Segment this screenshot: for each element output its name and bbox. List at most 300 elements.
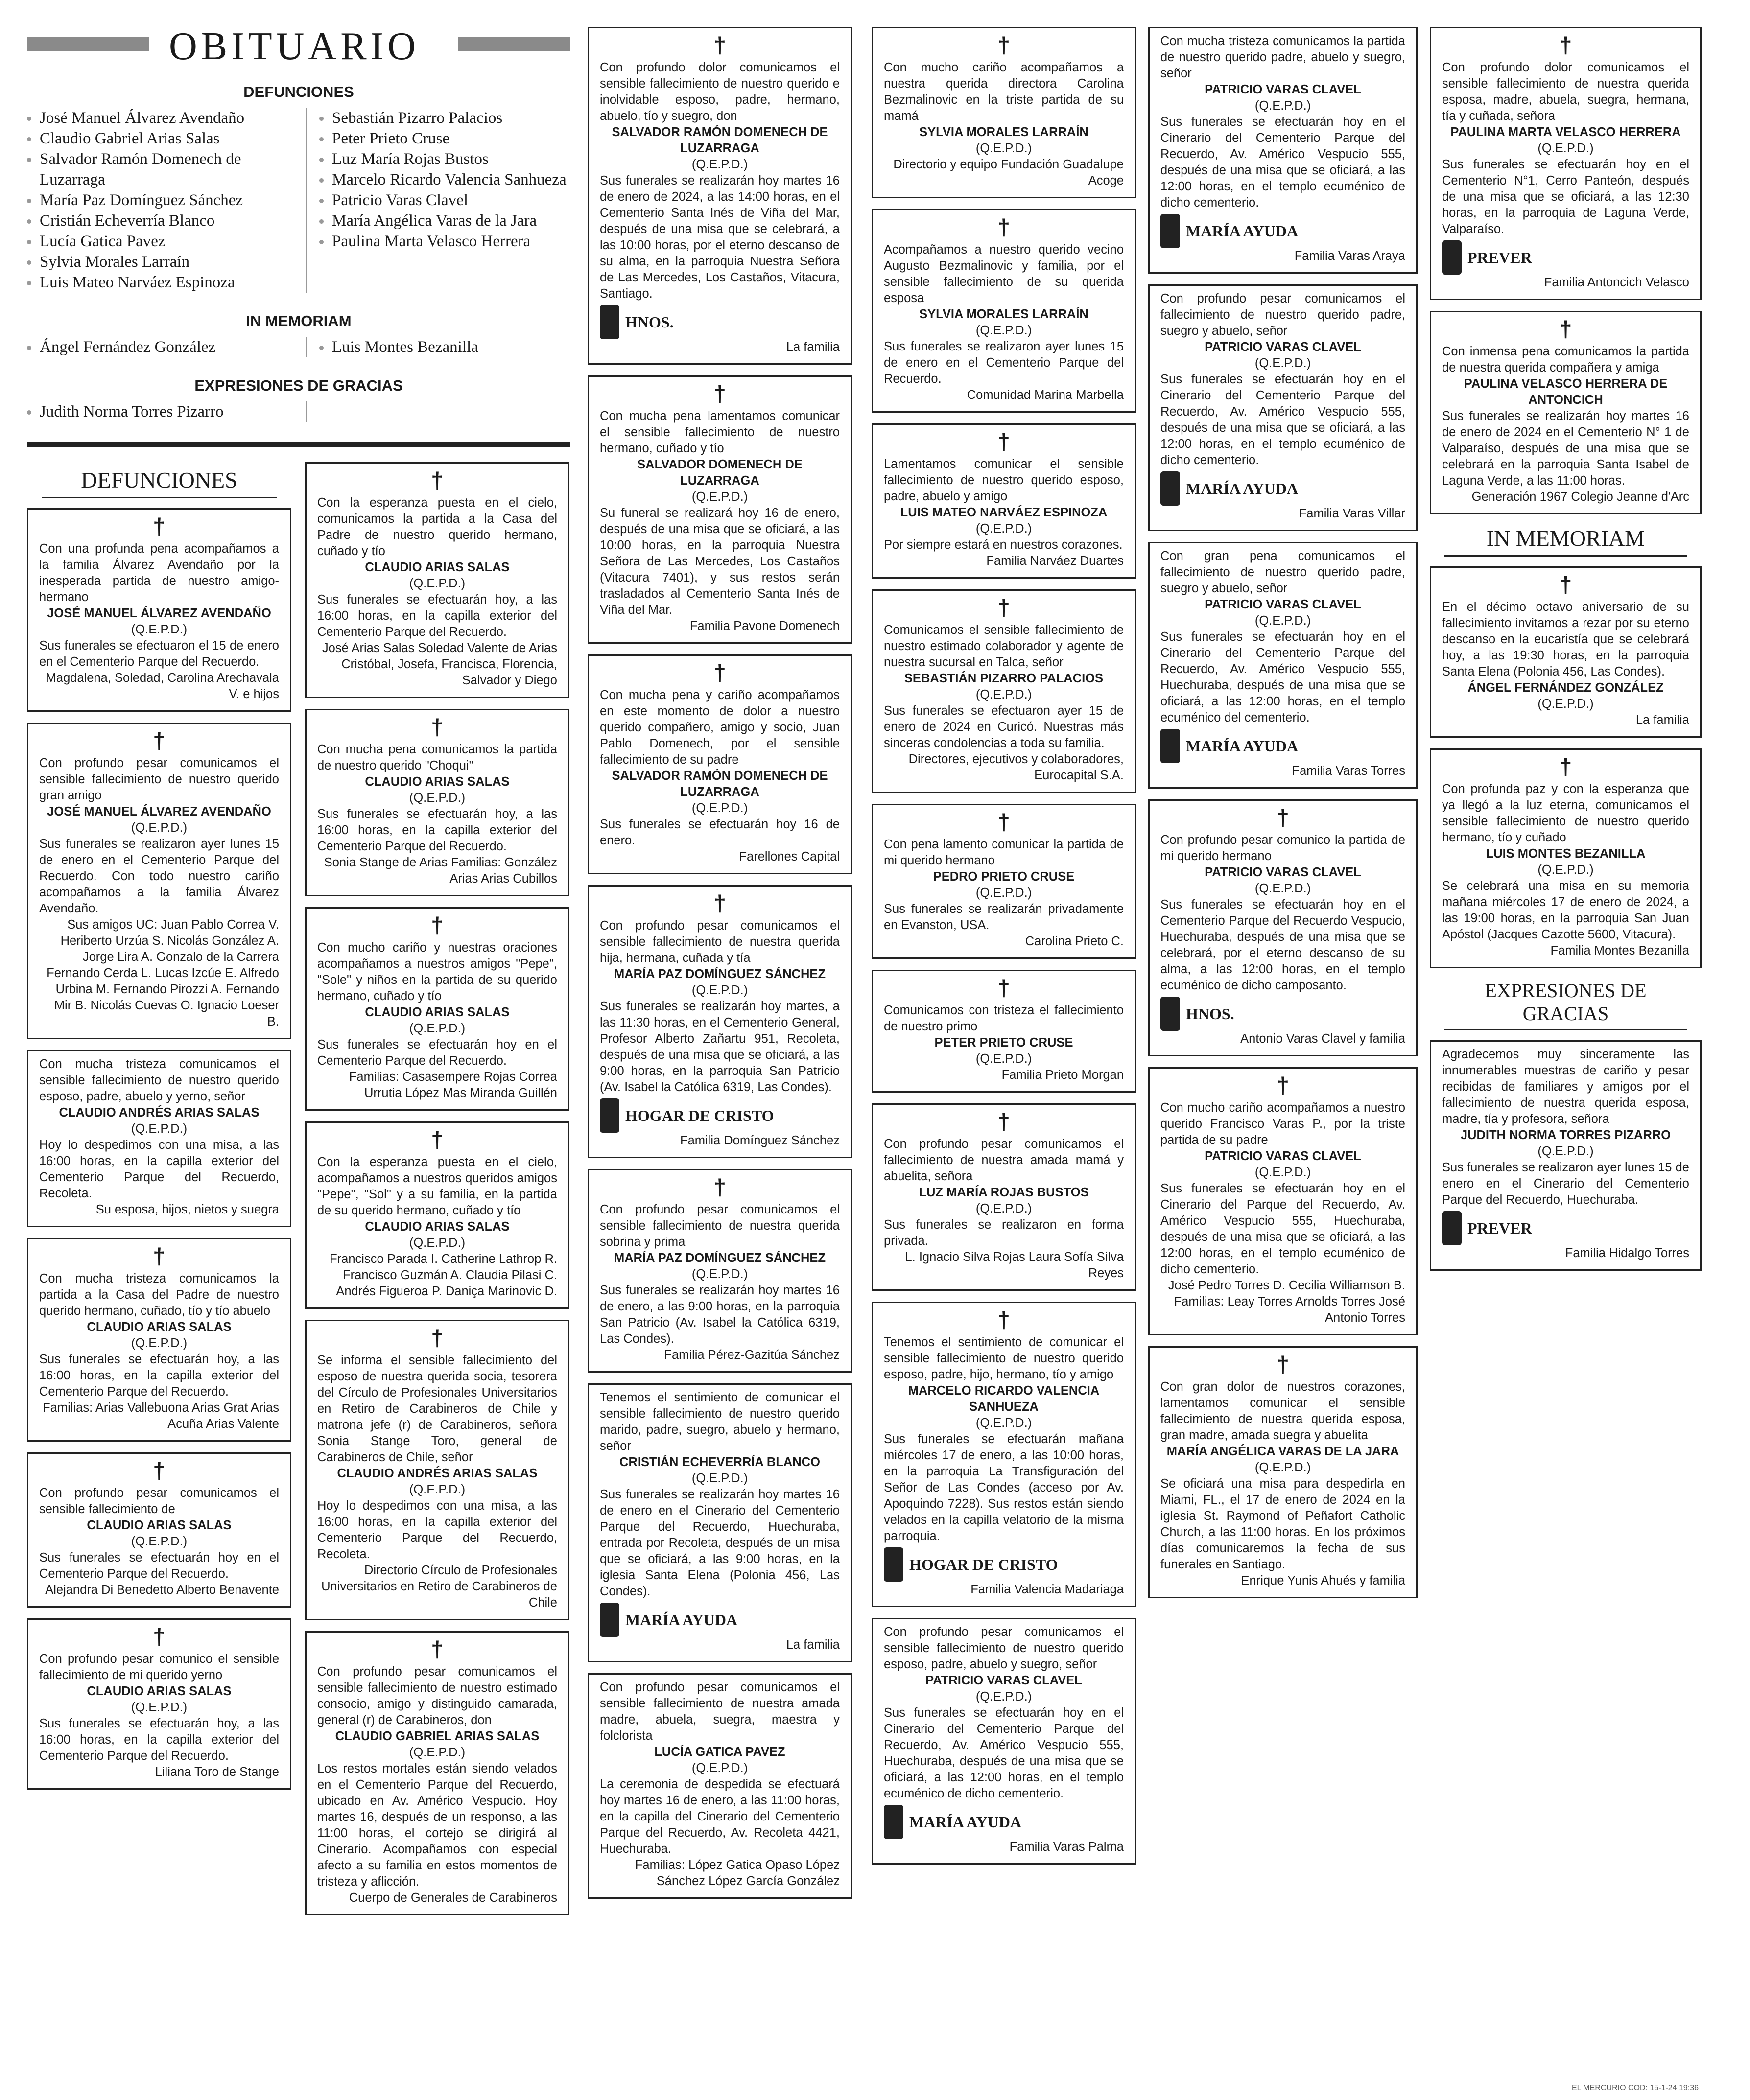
notices-col2 <box>872 27 1136 1865</box>
notice-signature: Familia Prieto Morgan <box>1001 1068 1124 1082</box>
obituary-notice <box>872 1103 1136 1291</box>
logo-text: MARÍA AYUDA <box>909 1813 1022 1831</box>
deceased-name: SALVADOR RAMÓN DOMENECH DE LUZARRAGA <box>612 769 828 799</box>
cross-icon: † <box>1277 805 1289 830</box>
cross-icon: † <box>431 1636 444 1662</box>
index-entry: Marcelo Ricardo Valencia Sanhueza <box>319 169 570 190</box>
notice-intro: Con profundo pesar comunicamos el fallecimiento de nuestra amada mamá y abuelita, señora <box>884 1137 1124 1183</box>
notice-intro: Comunicamos con tristeza el fallecimiento de nuestro primo <box>884 1003 1124 1033</box>
cross-icon: † <box>431 1127 444 1152</box>
notice-body: Sus funerales se efectuarán hoy en el Cementerio Parque del Recuerdo Vespucio, Huechuraba, después de una misa que se celebrará, por el eterno descanso de su alma, a las 12:00 horas, en el templo ecuménico de dicho camposanto. <box>1160 898 1405 992</box>
rip-label: (Q.E.P.D.) <box>131 1701 188 1714</box>
notice-signature: Carolina Prieto C. <box>1025 934 1124 948</box>
obituary-notice <box>305 462 569 698</box>
notice-intro: Con mucha pena comunicamos la partida de nuestro querido "Choqui" <box>317 743 557 772</box>
obituary-notice <box>1430 27 1702 300</box>
logo-text: MARÍA AYUDA <box>625 1610 738 1629</box>
index-entry: Cristián Echeverría Blanco <box>27 210 301 231</box>
notice-intro: Con pena lamento comunicar la partida de mi querido hermano <box>884 838 1124 867</box>
obituary-notice <box>588 27 852 365</box>
index-list-right <box>307 337 570 357</box>
deceased-name: MARÍA ANGÉLICA VARAS DE LA JARA <box>1166 1445 1399 1458</box>
rip-label: (Q.E.P.D.) <box>975 324 1032 337</box>
notice-signature: Familias: Arias Vallebuona Arias Grat Arias Acuña Arias Valente <box>43 1401 279 1431</box>
obituary-notice <box>872 423 1136 579</box>
cross-icon: † <box>997 1307 1010 1332</box>
deceased-name: PATRICIO VARAS CLAVEL <box>1205 865 1361 879</box>
notice-signature: Familia Valencia Madariaga <box>970 1583 1124 1596</box>
index-entry: José Manuel Álvarez Avendaño <box>27 108 301 128</box>
deceased-name: PATRICIO VARAS CLAVEL <box>1205 340 1361 354</box>
index-heading-defunciones: DEFUNCIONES <box>243 83 354 100</box>
notice-intro: Con profundo pesar comunicamos el sensible fallecimiento de nuestra querida sobrina y prima <box>600 1203 840 1249</box>
cross-icon: † <box>153 1458 166 1483</box>
notice-intro: Comunicamos el sensible fallecimiento de nuestro estimado colaborador y agente de nuestra sucursal en Talca, señor <box>884 623 1124 669</box>
obituary-notice <box>872 589 1136 793</box>
notice-signature: Familia Varas Villar <box>1299 507 1405 520</box>
notice-signature: La familia <box>1635 713 1689 727</box>
deceased-name: ÁNGEL FERNÁNDEZ GONZÁLEZ <box>1467 681 1664 695</box>
notice-intro: Con profundo dolor comunicamos el sensible fallecimiento de nuestra querida esposa, madre, abuela, suegra, hermana, tía y cuñada, señora <box>1442 61 1689 123</box>
notice-signature: Francisco Parada I. Catherine Lathrop R. Francisco Guzmán A. Claudia Pilasi C. Andrés Figueroa P. Daniça Marinovic D. <box>330 1252 557 1298</box>
cross-icon: † <box>153 1624 166 1649</box>
index-heading-memoriam: IN MEMORIAM <box>246 312 352 329</box>
notice-body: Su funeral se realizará hoy 16 de enero, después de una misa que se oficiará, a las 10:00 horas, en la parroquia Nuestra Señora de Las Mercedes, Los Castaños (Vitacura 7401), y sus restos serán trasladados al Cementerio Santa Inés de Viña del Mar. <box>600 506 840 617</box>
index-entry: María Angélica Varas de la Jara <box>319 210 570 231</box>
page-title: OBITUARIO <box>169 25 420 68</box>
rip-label: (Q.E.P.D.) <box>975 1416 1032 1430</box>
rip-label: (Q.E.P.D.) <box>975 1052 1032 1066</box>
notice-signature: Sonia Stange de Arias Familias: González Arias Arias Cubillos <box>324 856 557 886</box>
index-entry: Sebastián Pizarro Palacios <box>319 108 570 128</box>
notice-signature: Familia Pérez-Gazitúa Sánchez <box>664 1348 840 1362</box>
notice-signature: La familia <box>786 1638 840 1652</box>
deceased-name: CLAUDIO ARIAS SALAS <box>365 560 510 574</box>
logo-text: HOGAR DE CRISTO <box>625 1106 774 1124</box>
rip-label: (Q.E.P.D.) <box>409 1483 466 1496</box>
notice-intro: Tenemos el sentimiento de comunicar el sensible fallecimiento de nuestro querido marido, padre, suegro, abuelo y hermano, señor <box>600 1391 840 1453</box>
deceased-name: PAULINA MARTA VELASCO HERRERA <box>1450 125 1681 139</box>
logo-text: PREVER <box>1467 1219 1532 1237</box>
cross-icon: † <box>713 381 726 406</box>
deceased-name: CLAUDIO ARIAS SALAS <box>365 775 510 789</box>
obituary-notice <box>872 1618 1136 1865</box>
section-heading-gracias: EXPRESIONES DE GRACIAS <box>1444 979 1687 1030</box>
notice-intro: Con profunda paz y con la esperanza que ya llegó a la luz eterna, comunicamos el sensible fallecimiento de nuestro querido hermano, tío y cuñado <box>1442 782 1689 844</box>
cross-icon: † <box>1559 572 1572 597</box>
rip-label: (Q.E.P.D.) <box>691 1267 748 1281</box>
notice-signature: Familia Varas Araya <box>1294 249 1405 263</box>
notice-body: La ceremonia de despedida se efectuará hoy martes 16 de enero, a las 11:00 horas, en la capilla del Cinerario del Cementerio Parque del Recuerdo, Av. Recoleta 4421, Huechuraba. <box>600 1777 840 1856</box>
notices-col1 <box>588 27 852 1899</box>
cross-icon: † <box>997 1109 1010 1134</box>
rip-label: (Q.E.P.D.) <box>1254 356 1311 370</box>
notice-intro: Con profundo pesar comunico el sensible fallecimiento de mi querido yerno <box>39 1652 279 1682</box>
rip-label: (Q.E.P.D.) <box>975 688 1032 701</box>
notice-body: Sus funerales se realizaron ayer lunes 15 de enero en el Cementerio Parque del Recuerdo. Con todo nuestro cariño acompañamos a la familia Álvarez Avendaño. <box>39 837 279 915</box>
defunciones-subcolumns <box>27 462 570 1926</box>
obituary-notice <box>305 1121 569 1309</box>
obituary-notice <box>27 1238 291 1442</box>
deceased-name: LUIS MATEO NARVÁEZ ESPINOZA <box>900 506 1108 519</box>
logo-icon <box>600 305 619 339</box>
notice-body: Sus funerales se efectuarán hoy en el Cinerario del Cementerio Parque del Recuerdo, Av. Américo Vespucio 555, Huechuraba, después de una misa que se oficiará, a las 12:00 horas, en el templo ecuménico de dicho cementerio. <box>884 1706 1124 1800</box>
index-entry: Paulina Marta Velasco Herrera <box>319 231 570 252</box>
index-heading-gracias: EXPRESIONES DE GRACIAS <box>194 377 403 394</box>
notice-signature: Familia Domínguez Sánchez <box>680 1134 840 1147</box>
notice-intro: Con profundo pesar comunicamos el sensible fallecimiento de nuestro querido esposo, padre, abuelo y suegro, señor <box>884 1625 1124 1671</box>
notice-signature: Familia Antoncich Velasco <box>1544 276 1689 289</box>
notice-body: Sus funerales se realizarán privadamente en Evanston, USA. <box>884 902 1124 932</box>
rip-label: (Q.E.P.D.) <box>409 1746 466 1759</box>
notice-signature: Sus amigos UC: Juan Pablo Correa V. Heriberto Urzúa S. Nicolás González A. Jorge Lira A. Gonzalo de la Carrera Fernando Cerda L. Lucas Izcúe E. Alfredo Urbina M. Fernando Pirozzi A. Fernando Mir B. Nicolás Cuevas O. Ignacio Loeser B. <box>47 918 279 1028</box>
notice-intro: Con profundo pesar comunicamos el sensible fallecimiento de nuestro estimado consocio, amigo y distinguido camarada, general (r) de Carabineros, don <box>317 1665 557 1727</box>
index-entry: Judith Norma Torres Pizarro <box>27 401 301 422</box>
notice-body: Sus funerales se efectuarán hoy en el Cinerario del Cementerio Parque del Recuerdo, Av. Américo Vespucio 555, después de una misa que se oficiará, a las 12:00 horas, en el templo ecuménico de dicho cementerio. <box>1160 373 1405 467</box>
cross-icon: † <box>1277 1073 1289 1098</box>
notice-intro: Con inmensa pena comunicamos la partida de nuestra querida compañera y amiga <box>1442 345 1689 374</box>
notice-intro: Lamentamos comunicar el sensible fallecimiento de nuestro querido esposo, padre, abuelo y amigo <box>884 457 1124 503</box>
obituary-notice <box>588 1169 852 1373</box>
notice-body: Sus funerales se efectuarán hoy, a las 16:00 horas, en la capilla exterior del Cementerio Parque del Recuerdo. <box>317 593 557 639</box>
cross-icon: † <box>153 513 166 539</box>
notice-intro: Con mucha tristeza comunicamos el sensible fallecimiento de nuestro querido esposo, padre, abuelo y yerno, señor <box>39 1057 279 1103</box>
notice-intro: Con mucha tristeza comunicamos la partida a la Casa del Padre de nuestro querido hermano, cuñado, tío y tío abuelo <box>39 1272 279 1318</box>
deceased-name: PATRICIO VARAS CLAVEL <box>1205 1149 1361 1163</box>
deceased-name: JOSÉ MANUEL ÁLVAREZ AVENDAÑO <box>47 805 271 818</box>
notice-body: Sus funerales se efectuarán hoy 16 de enero. <box>600 817 840 847</box>
notice-signature: Magdalena, Soledad, Carolina Arechavala V. e hijos <box>46 671 279 701</box>
notices-col3 <box>1148 27 1418 1598</box>
rip-label: (Q.E.P.D.) <box>1254 1461 1311 1474</box>
index-memoriam <box>27 337 570 357</box>
notice-signature: L. Ignacio Silva Rojas Laura Sofía Silva Reyes <box>905 1250 1124 1280</box>
cross-icon: † <box>713 32 726 58</box>
obituary-notice <box>1430 566 1702 738</box>
notice-intro: Con mucha pena lamentamos comunicar el sensible fallecimiento de nuestro hermano, cuñado y tío <box>600 409 840 455</box>
notice-signature: Liliana Toro de Stange <box>155 1765 279 1779</box>
index-entry: Claudio Gabriel Arias Salas <box>27 128 301 149</box>
notice-signature: Antonio Varas Clavel y familia <box>1240 1032 1405 1046</box>
obituary-notice <box>588 1673 852 1899</box>
obituary-notice <box>588 654 852 874</box>
index-entry: Luis Mateo Narváez Espinoza <box>27 272 301 293</box>
notices-col0b <box>305 462 569 1915</box>
notice-intro: Tenemos el sentimiento de comunicar el sensible fallecimiento de nuestro querido esposo, padre, hijo, hermano, tío y amigo <box>884 1335 1124 1381</box>
logo-icon <box>1160 214 1180 248</box>
cross-icon: † <box>1559 754 1572 779</box>
notice-body: Sus funerales se efectuarán hoy, a las 16:00 horas, en la capilla exterior del Cementerio Parque del Recuerdo. <box>39 1353 279 1399</box>
logo-icon <box>1160 471 1180 506</box>
rip-label: (Q.E.P.D.) <box>131 1336 188 1350</box>
deceased-name: SYLVIA MORALES LARRAÍN <box>919 307 1088 321</box>
cross-icon: † <box>997 975 1010 1001</box>
rip-label: (Q.E.P.D.) <box>975 886 1032 900</box>
obituary-notice <box>588 375 852 644</box>
notice-body: Sus funerales se efectuarán mañana miércoles 17 de enero, a las 10:00 horas, en la parroquia La Transfiguración del Señor de Las Condes (acceso por Av. Apoquindo 7228). Sus restos están siendo velados en la capilla velatorio de la misma parroquia. <box>884 1432 1124 1543</box>
notice-body: Sus funerales se efectuarán hoy en el Cementerio Parque del Recuerdo. <box>39 1551 279 1581</box>
notices-gracias <box>1430 1040 1702 1271</box>
index-column <box>27 24 570 1926</box>
index-gracias <box>27 401 570 422</box>
cross-icon: † <box>997 429 1010 454</box>
obituary-notice <box>27 1618 291 1790</box>
rip-label: (Q.E.P.D.) <box>691 158 748 171</box>
deceased-name: PATRICIO VARAS CLAVEL <box>925 1674 1082 1687</box>
obituary-notice <box>305 907 569 1111</box>
notice-body: Sus funerales se efectuarán hoy en el Cinerario del Parque del Recuerdo, Av. Américo Vespucio 555, Huechuraba, después de una misa que se oficiará, a las 12:00 horas, en el templo ecuménico de dicho cementerio. <box>1160 1182 1405 1276</box>
deceased-name: PEDRO PRIETO CRUSE <box>933 870 1075 884</box>
obituary-notice <box>1430 311 1702 514</box>
deceased-name: CLAUDIO ANDRÉS ARIAS SALAS <box>337 1467 538 1480</box>
index-list-right <box>307 108 570 293</box>
deceased-name: PAULINA VELASCO HERRERA DE ANTONCICH <box>1464 377 1668 407</box>
obituary-notice <box>872 1302 1136 1607</box>
footer-code: EL MERCURIO COD: 15-1-24 19:36 <box>1572 2084 1699 2092</box>
notice-signature: Familia Varas Palma <box>1009 1840 1124 1854</box>
logo-text: MARÍA AYUDA <box>1186 737 1299 755</box>
sponsor-logo <box>600 1603 840 1637</box>
notice-body: Hoy lo despedimos con una misa, a las 16:00 horas, en la capilla exterior del Cementerio Parque del Recuerdo, Recoleta. <box>39 1138 279 1200</box>
index-list-left <box>27 337 307 357</box>
notice-body: Sus funerales se realizaron ayer lunes 15 de enero en el Cinerario del Cementerio Parque del Recuerdo, Huechuraba. <box>1442 1161 1689 1207</box>
notice-body: Sus funerales se realizaron en forma privada. <box>884 1218 1124 1248</box>
logo-icon <box>600 1603 619 1637</box>
rip-label: (Q.E.P.D.) <box>1537 1144 1594 1158</box>
index-entry: Patricio Varas Clavel <box>319 190 570 210</box>
deceased-name: CLAUDIO ARIAS SALAS <box>87 1320 232 1334</box>
notice-body: Por siempre estará en nuestros corazones. <box>884 538 1123 552</box>
cross-icon: † <box>997 809 1010 835</box>
notice-intro: Acompañamos a nuestro querido vecino Augusto Bezmalinovic y familia, por el sensible fallecimiento de su querida esposa <box>884 243 1124 305</box>
sponsor-logo <box>1442 1211 1689 1245</box>
notice-signature: La familia <box>786 340 840 354</box>
column-5 <box>1430 27 1702 1282</box>
obituary-notice <box>27 723 291 1039</box>
rip-label: (Q.E.P.D.) <box>691 1471 748 1485</box>
notice-signature: Cuerpo de Generales de Carabineros <box>349 1891 557 1905</box>
deceased-name: MARÍA PAZ DOMÍNGUEZ SÁNCHEZ <box>614 1251 826 1265</box>
rip-label: (Q.E.P.D.) <box>975 1690 1032 1703</box>
notice-intro: Se informa el sensible fallecimiento del esposo de nuestra querida socia, tesorera del Círculo de Profesionales Universitarios en Retiro de Carabineros de Chile y matrona jefe (r) de Carabineros, señora Sonia Stange Toro, general de Carabineros de Chile, señor <box>317 1353 557 1464</box>
subcolumn-right <box>305 462 569 1926</box>
column-2 <box>588 27 852 1910</box>
logo-icon <box>884 1805 903 1839</box>
deceased-name: CLAUDIO ARIAS SALAS <box>87 1684 232 1698</box>
index-defunciones <box>27 108 570 293</box>
obituary-notice <box>872 27 1136 198</box>
logo-text: HNOS. <box>1186 1004 1234 1023</box>
cross-icon: † <box>1559 32 1572 58</box>
obituary-notice <box>27 1452 291 1608</box>
section-rule <box>27 442 570 447</box>
logo-icon <box>1442 1211 1462 1245</box>
cross-icon: † <box>1277 1352 1289 1377</box>
deceased-name: SEBASTIÁN PIZARRO PALACIOS <box>904 672 1104 685</box>
notice-signature: José Arias Salas Soledad Valente de Arias Cristóbal, Josefa, Francisca, Florencia, Salvador y Diego <box>322 641 557 687</box>
rip-label: (Q.E.P.D.) <box>131 1122 188 1136</box>
index-entry: Sylvia Morales Larraín <box>27 252 301 272</box>
logo-text: HOGAR DE CRISTO <box>909 1555 1058 1573</box>
notice-intro: Con la esperanza puesta en el cielo, comunicamos la partida a la Casa del Padre de nuestro querido hermano, cuñado y tío <box>317 496 557 558</box>
deceased-name: JUDITH NORMA TORRES PIZARRO <box>1460 1128 1671 1142</box>
notice-signature: Familia Varas Torres <box>1292 764 1405 778</box>
notice-intro: Con mucho cariño y nuestras oraciones acompañamos a nuestros amigos "Pepe", "Sole" y niños en la partida de su querido hermano, cuñado y tío <box>317 941 557 1003</box>
notice-body: Sus funerales se realizarán hoy martes, a las 11:30 horas, en el Cementerio General, Profesor Alberto Zañartu 951, Recoleta, después de una misa que se oficiará, a las 9:00 horas, en la parroquia San Patricio (Av. Isabel la Católica 6319, Las Condes). <box>600 1000 840 1094</box>
notice-body: Sus funerales se realizarán hoy martes 16 de enero, a las 9:00 horas, en la parroquia San Patricio (Av. Isabel la Católica 6319, Las Condes). <box>600 1283 840 1346</box>
deceased-name: SYLVIA MORALES LARRAÍN <box>919 125 1088 139</box>
sponsor-logo <box>600 305 840 339</box>
cross-icon: † <box>997 214 1010 240</box>
notice-body: Sus funerales se efectuaron ayer 15 de enero de 2024 en Curicó. Nuestras más sinceras condolencias a toda su familia. <box>884 704 1124 750</box>
deceased-name: JOSÉ MANUEL ÁLVAREZ AVENDAÑO <box>47 607 271 620</box>
notice-signature: Familia Montes Bezanilla <box>1550 944 1689 957</box>
obituary-notice <box>1148 27 1418 274</box>
deceased-name: CLAUDIO ARIAS SALAS <box>365 1220 510 1234</box>
masthead-bar-left <box>27 37 149 51</box>
notice-intro: Con mucha pena y cariño acompañamos en este momento de dolor a nuestro querido compañero, amigo y socio, Juan Pablo Domenech, por el sensible fallecimiento de su padre <box>600 688 840 767</box>
deceased-name: CRISTIÁN ECHEVERRÍA BLANCO <box>619 1455 820 1469</box>
sponsor-logo <box>884 1547 1124 1582</box>
rip-label: (Q.E.P.D.) <box>1254 614 1311 628</box>
notice-body: Sus funerales se realizaron ayer lunes 15 de enero en el Cementerio Parque del Recuerdo. <box>884 340 1124 386</box>
notice-signature: Familia Narváez Duartes <box>986 554 1124 568</box>
deceased-name: PATRICIO VARAS CLAVEL <box>1205 83 1361 96</box>
logo-icon <box>1160 729 1180 763</box>
notice-signature: Generación 1967 Colegio Jeanne d'Arc <box>1471 490 1689 504</box>
notice-intro: Con mucha tristeza comunicamos la partida de nuestro querido padre, abuelo y suegro, señor <box>1160 34 1405 80</box>
sponsor-logo <box>1160 997 1405 1031</box>
notice-body: Sus funerales se efectuarán hoy, a las 16:00 horas, en la capilla exterior del Cementerio Parque del Recuerdo. <box>39 1717 279 1763</box>
obituary-notice <box>27 508 291 712</box>
notices-memoriam <box>1430 566 1702 968</box>
notice-intro: Con mucho cariño acompañamos a nuestra querida directora Carolina Bezmalinovic en la triste partida de su mamá <box>884 61 1124 123</box>
index-list-left <box>27 108 307 293</box>
notices-col0 <box>27 508 291 1790</box>
section-heading-defunciones: DEFUNCIONES <box>42 467 277 498</box>
notice-body: Los restos mortales están siendo velados en el Cementerio Parque del Recuerdo, ubicado en Av. Américo Vespucio. Hoy martes 16, después de un responso, a las 11:00 horas, el cortejo se dirigirá al Cinerario. Acompañamos con especial afecto a su familia en estos momentos de tristeza y aflicción. <box>317 1762 557 1889</box>
masthead <box>27 24 570 68</box>
notice-body: Sus funerales se efectuarán hoy en el Cementerio N°1, Cerro Panteón, después de una misa que se oficiará, a las 12:30 horas, en la parroquia de Laguna Verde, Valparaíso. <box>1442 158 1689 236</box>
cross-icon: † <box>1559 316 1572 342</box>
cross-icon: † <box>713 1174 726 1200</box>
cross-icon: † <box>153 728 166 753</box>
notice-intro: Con una profunda pena acompañamos a la familia Álvarez Avendaño por la inesperada partida de nuestro amigo-hermano <box>39 542 279 604</box>
obituary-notice <box>588 1383 852 1662</box>
rip-label: (Q.E.P.D.) <box>409 577 466 590</box>
rip-label: (Q.E.P.D.) <box>691 490 748 504</box>
notice-body: Sus funerales se efectuarán hoy en el Cinerario del Cementerio Parque del Recuerdo, Av. Américo Vespucio 555, después de una misa que se oficiará, a las 12:00 horas, en el templo ecuménico de dicho cementerio. <box>1160 115 1405 210</box>
logo-icon <box>600 1098 619 1133</box>
section-heading-memoriam: IN MEMORIAM <box>1444 525 1687 557</box>
notice-signature: Farellones Capital <box>739 850 840 863</box>
notice-signature: Familias: Casasempere Rojas Correa Urrutia López Mas Miranda Guillén <box>349 1070 557 1100</box>
rip-label: (Q.E.P.D.) <box>1537 863 1594 877</box>
rip-label: (Q.E.P.D.) <box>409 1022 466 1035</box>
rip-label: (Q.E.P.D.) <box>131 623 188 636</box>
masthead-bar-right <box>458 37 570 51</box>
deceased-name: SALVADOR DOMENECH DE LUZARRAGA <box>637 458 803 488</box>
notice-intro: Con profundo pesar comunico la partida de mi querido hermano <box>1160 833 1405 863</box>
sponsor-logo <box>884 1805 1124 1839</box>
notice-intro: En el décimo octavo aniversario de su fallecimiento invitamos a rezar por su eterno descanso en la eucaristía que se celebrará hoy, a las 19:30 horas, en la parroquia Santa Elena (Polonia 456, Las Condes). <box>1442 600 1689 678</box>
sponsor-logo <box>1160 729 1405 763</box>
obituary-notice <box>1430 748 1702 968</box>
logo-icon <box>1442 240 1462 275</box>
index-entry: Salvador Ramón Domenech de Luzarraga <box>27 149 301 190</box>
rip-label: (Q.E.P.D.) <box>691 983 748 997</box>
logo-text: HNOS. <box>625 313 674 331</box>
notice-signature: Directorio Círculo de Profesionales Universitarios en Retiro de Carabineros de Chile <box>321 1563 557 1610</box>
deceased-name: PATRICIO VARAS CLAVEL <box>1205 598 1361 611</box>
deceased-name: CLAUDIO ARIAS SALAS <box>87 1518 232 1532</box>
logo-icon <box>1160 997 1180 1031</box>
notice-intro: Con gran pena comunicamos el fallecimiento de nuestro querido padre, suegro y abuelo, señor <box>1160 549 1405 595</box>
deceased-name: LUCÍA GATICA PAVEZ <box>654 1745 785 1759</box>
obituary-notice <box>588 885 852 1158</box>
cross-icon: † <box>997 595 1010 620</box>
index-entry: Ángel Fernández González <box>27 337 301 357</box>
deceased-name: CLAUDIO GABRIEL ARIAS SALAS <box>335 1729 540 1743</box>
obituary-notice <box>872 209 1136 413</box>
rip-label: (Q.E.P.D.) <box>131 821 188 835</box>
notice-body: Se oficiará una misa para despedirla en Miami, FL., el 17 de enero de 2024 en la iglesia St. Raymond of Peñafort Catholic Church, a las 11:00 horas. En los próximos días comunicaremos la fecha de sus funerales en Santiago. <box>1160 1477 1405 1571</box>
notice-body: Sus funerales se realizarán hoy martes 16 de enero de 2024, a las 14:00 horas, en el Cementerio Santa Inés de Viña del Mar, después de una misa que se celebrará, a las 10:00 horas, por el eterno descanso de su alma, en la parroquia Nuestra Señora de Las Mercedes, Los Castaños, Vitacura, Santiago. <box>600 174 840 301</box>
notice-signature: Directorio y equipo Fundación Guadalupe Acoge <box>893 158 1124 187</box>
notice-body: Sus funerales se realizarán hoy martes 16 de enero de 2024 en el Cementerio N° 1 de Valparaíso, después de una misa que se celebrará en la parroquia Santa Isabel de Laguna Verde, a las 11:00 horas. <box>1442 409 1689 488</box>
obituary-notice <box>872 804 1136 959</box>
notice-intro: Con profundo pesar comunicamos el sensible fallecimiento de nuestro querido gran amigo <box>39 756 279 802</box>
notice-body: Sus funerales se efectuarán hoy en el Cinerario del Cementerio Parque del Recuerdo, Av. Américo Vespucio 555, Huechuraba, después de una misa que se oficiará, a las 12:00 horas, en el templo ecuménico del cementerio. <box>1160 630 1405 724</box>
deceased-name: LUZ MARÍA ROJAS BUSTOS <box>919 1186 1089 1199</box>
deceased-name: SALVADOR RAMÓN DOMENECH DE LUZARRAGA <box>612 125 828 155</box>
deceased-name: LUIS MONTES BEZANILLA <box>1486 847 1646 861</box>
rip-label: (Q.E.P.D.) <box>1254 1166 1311 1179</box>
subcolumn-left <box>27 462 291 1926</box>
rip-label: (Q.E.P.D.) <box>975 141 1032 155</box>
notice-body: Hoy lo despedimos con una misa, a las 16:00 horas, en la capilla exterior del Cementerio Parque del Recuerdo, Recoleta. <box>317 1499 557 1561</box>
rip-label: (Q.E.P.D.) <box>975 522 1032 536</box>
sponsor-logo <box>1442 240 1689 275</box>
deceased-name: PETER PRIETO CRUSE <box>934 1036 1073 1050</box>
notice-intro: Agradecemos muy sinceramente las innumerables muestras de cariño y pesar recibidas de familiares y amigos por el fallecimiento de nuestra querida esposa, madre, tía y profesora, señora <box>1442 1048 1689 1126</box>
rip-label: (Q.E.P.D.) <box>409 1236 466 1250</box>
cross-icon: † <box>713 890 726 916</box>
notice-intro: Con profundo pesar comunicamos el sensible fallecimiento de nuestra amada madre, abuela, suegra, maestra y folclorista <box>600 1680 840 1743</box>
notice-body: Sus funerales se realizarán hoy martes 16 de enero en el Cinerario del Cementerio Parque del Recuerdo, Huechuraba, entrada por Recoleta, después de un misa que se oficiará, a las 9:00 horas, en la iglesia Santa Elena (Polonia 456, Las Condes). <box>600 1488 840 1598</box>
notice-signature: José Pedro Torres D. Cecilia Williamson B. Familias: Leay Torres Arnolds Torres José Antonio Torres <box>1168 1279 1405 1325</box>
notice-signature: Familia Hidalgo Torres <box>1565 1246 1689 1260</box>
rip-label: (Q.E.P.D.) <box>1254 882 1311 895</box>
index-entry: Luz María Rojas Bustos <box>319 149 570 169</box>
notice-intro: Con profundo dolor comunicamos el sensible fallecimiento de nuestro querido e inolvidable esposo, padre, hermano, abuelo, tío y suegro, don <box>600 61 840 123</box>
logo-text: MARÍA AYUDA <box>1186 479 1299 497</box>
notice-signature: Comunidad Marina Marbella <box>967 388 1124 402</box>
rip-label: (Q.E.P.D.) <box>1537 697 1594 711</box>
notice-intro: Con mucho cariño acompañamos a nuestro querido Francisco Varas P., por la triste partida de su padre <box>1160 1101 1405 1147</box>
rip-label: (Q.E.P.D.) <box>1254 99 1311 113</box>
deceased-name: MARCELO RICARDO VALENCIA SANHUEZA <box>908 1384 1100 1414</box>
notice-signature: Familia Pavone Domenech <box>689 619 840 633</box>
rip-label: (Q.E.P.D.) <box>691 801 748 815</box>
cross-icon: † <box>713 660 726 685</box>
cross-icon: † <box>431 912 444 938</box>
notice-intro: Con gran dolor de nuestros corazones, lamentamos comunicar el sensible fallecimiento de nuestra querida esposa, gran madre, amada suegra y abuelita <box>1160 1380 1405 1442</box>
notice-intro: Con profundo pesar comunicamos el sensible fallecimiento de nuestra querida hija, hermana, cuñada y tía <box>600 919 840 965</box>
rip-label: (Q.E.P.D.) <box>131 1535 188 1548</box>
cross-icon: † <box>431 467 444 493</box>
notice-signature: Su esposa, hijos, nietos y suegra <box>95 1203 279 1216</box>
